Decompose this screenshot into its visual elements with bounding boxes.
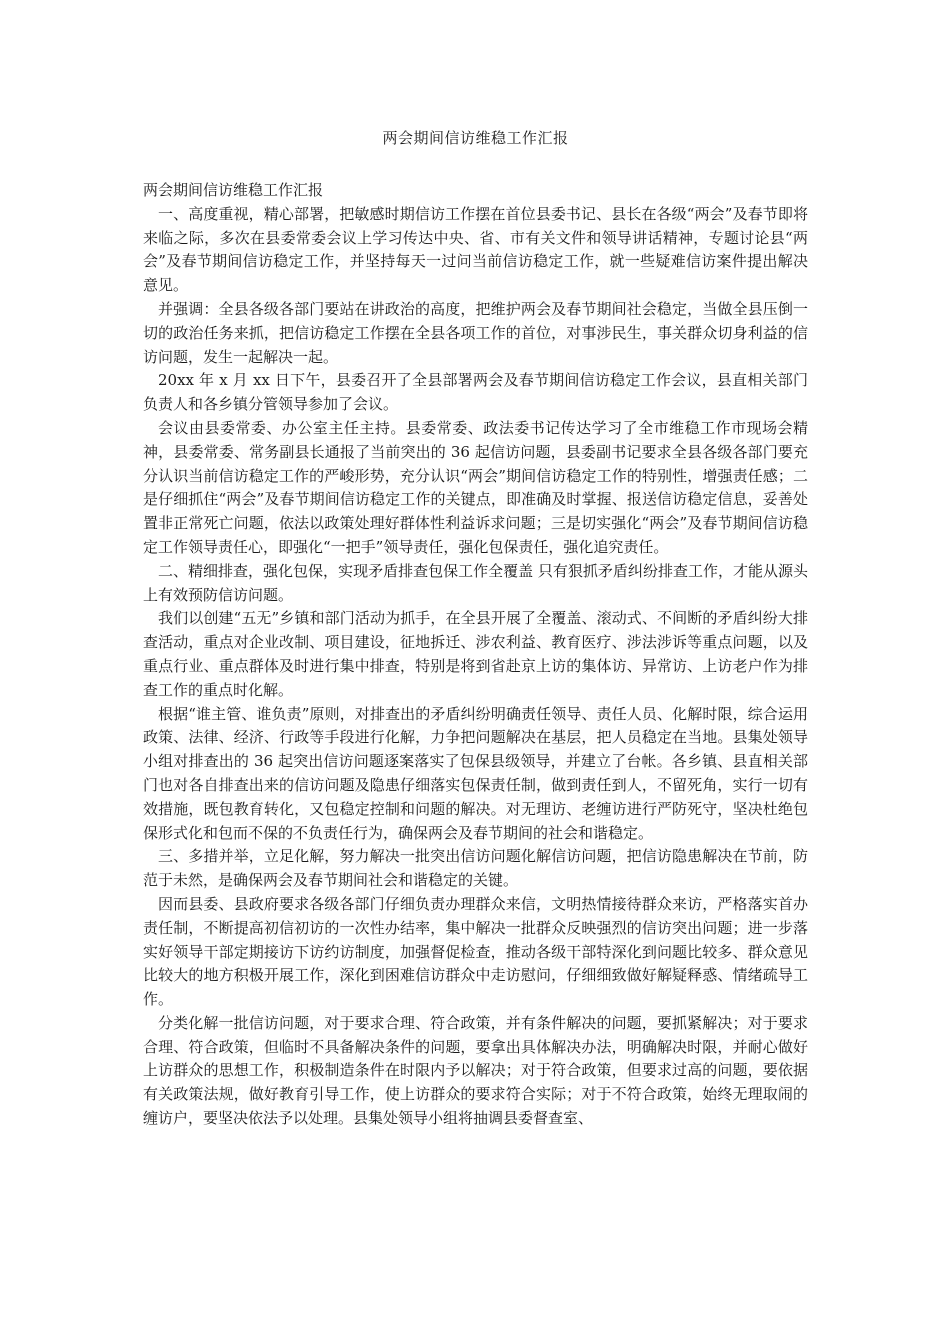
document-subtitle: 两会期间信访维稳工作汇报 xyxy=(143,181,324,199)
paragraph: 分类化解一批信访问题，对于要求合理、符合政策，并有条件解决的问题，要抓紧解决；对于要求合理、符合政策，但临时不具备解决条件的问题，要拿出具体解决办法，明确解决时限，并耐心做好上访群众的思想工作，积极制造条件在时限内予以解决；对于符合政策，但要求过高的问题，要依据有关政策法规，做好教育引导工作，使上访群众的要求符合实际；对于不符合政策，始终无理取闹的缠访户，要坚决依法予以处理。县集处领导小组将抽调县委督查室、 xyxy=(143,1013,808,1128)
paragraph: 根据“谁主管、谁负责”原则，对排查出的矛盾纠纷明确责任领导、责任人员、化解时限，综合运用政策、法律、经济、行政等手段进行化解，力争把问题解决在基层，把人员稳定在当地。县集处领导小组对排查出的 36 起突出信访问题逐案落实了包保县级领导，并建立了台帐。各乡镇、县直相关部门也对各自排查出来的信访问题及隐患仔细落实包保责任制，做到责任到人，不留死角，实行一切有效措施，既包教育转化，又包稳定控制和问题的解决。对无理访、老缠访进行严防死守，坚决杜绝包保形式化和包而不保的不负责任行为，确保两会及春节期间的社会和谐稳定。 xyxy=(143,704,808,842)
paragraph: 并强调：全县各级各部门要站在讲政治的高度，把维护两会及春节期间社会稳定，当做全县压倒一切的政治任务来抓，把信访稳定工作摆在全县各项工作的首位，对事涉民生，事关群众切身利益的信访问题，发生一起解决一起。 xyxy=(143,299,808,366)
document-title: 两会期间信访维稳工作汇报 xyxy=(382,129,569,147)
paragraph: 20xx 年 x 月 xx 日下午，县委召开了全县部署两会及春节期间信访稳定工作会议，县直相关部门负责人和各乡镇分管领导参加了会议。 xyxy=(143,371,808,414)
paragraph: 三、多措并举，立足化解，努力解决一批突出信访问题化解信访问题，把信访隐患解决在节前，防范于未然，是确保两会及春节期间社会和谐稳定的关键。 xyxy=(143,847,808,890)
paragraph: 会议由县委常委、办公室主任主持。县委常委、政法委书记传达学习了全市维稳工作市现场会精神，县委常委、常务副县长通报了当前突出的 36 起信访问题，县委副书记要求全县各级各部门要充分认识当前信访稳定工作的严峻形势，充分认识“两会”期间信访稳定工作的特别性，增强责任感；二是仔细抓住“两会”及春节期间信访稳定工作的关键点，即准确及时掌握、报送信访稳定信息，妥善处置非正常死亡问题，依法以政策处理好群体性利益诉求问题；三是切实强化“两会”及春节期间信访稳定工作领导责任心，即强化“一把手”领导责任，强化包保责任，强化追究责任。 xyxy=(143,418,808,556)
paragraph: 因而县委、县政府要求各级各部门仔细负责办理群众来信，文明热情接待群众来访，严格落实首办责任制，不断提高初信初访的一次性办结率，集中解决一批群众反映强烈的信访突出问题；进一步落实好领导干部定期接访下访约访制度，加强督促检查，推动各级干部特深化到问题比较多、群众意见比较大的地方积极开展工作，深化到困难信访群众中走访慰问，仔细细致做好解疑释惑、情绪疏导工作。 xyxy=(143,894,808,1009)
paragraph: 一、高度重视，精心部署，把敏感时期信访工作摆在首位县委书记、县长在各级“两会”及春节即将来临之际，多次在县委常委会议上学习传达中央、省、市有关文件和领导讲话精神，专题讨论县“两会”及春节期间信访稳定工作，并坚持每天一过问当前信访稳定工作，就一些疑难信访案件提出解决意见。 xyxy=(143,204,808,295)
document-body xyxy=(143,179,808,1131)
paragraph: 我们以创建“五无”乡镇和部门活动为抓手，在全县开展了全覆盖、滚动式、不间断的矛盾纠纷大排查活动，重点对企业改制、项目建设，征地拆迁、涉农利益、教育医疗、涉法涉诉等重点问题，以及重点行业、重点群体及时进行集中排查，特别是将到省赴京上访的集体访、异常访、上访老户作为排查工作的重点时化解。 xyxy=(143,609,808,699)
paragraph: 二、精细排查，强化包保，实现矛盾排查包保工作全覆盖 只有狠抓矛盾纠纷排查工作，才能从源头上有效预防信访问题。 xyxy=(143,561,808,604)
